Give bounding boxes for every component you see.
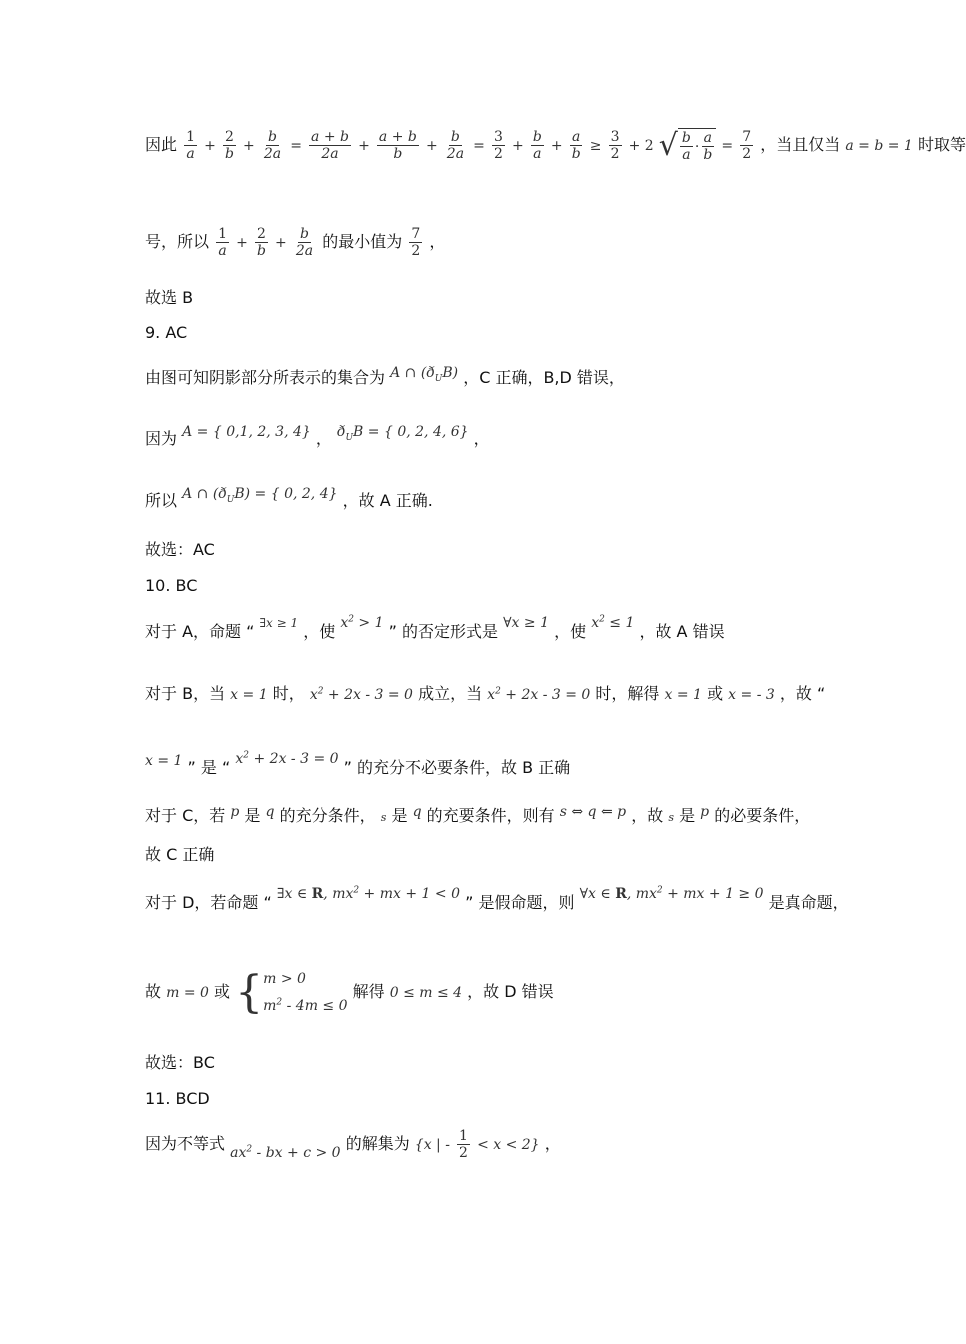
plus: + <box>425 138 438 155</box>
fraction: $\frac{1}{a}$ <box>218 226 228 260</box>
text: 的充分条件， <box>279 806 376 825</box>
plus: + <box>204 138 216 155</box>
text: 成立，当 <box>418 684 483 703</box>
math: m = 0 <box>166 985 209 1002</box>
text: ，C 正确，B,D 错误， <box>463 368 625 387</box>
fraction: $\frac{3}{2}$ <box>610 129 620 163</box>
text: 时，解得 <box>595 684 660 703</box>
text: ，故 A 错误 <box>639 622 725 641</box>
text: 所以 <box>145 491 178 510</box>
s10-title: 10. BC <box>145 576 198 595</box>
plus: + <box>275 235 287 252</box>
fraction: $\frac{7}{2}$ <box>411 226 421 260</box>
s10-option-d-cont <box>145 966 554 1019</box>
text: ，故 A 正确. <box>342 491 433 510</box>
fraction: $\frac{3}{2}$ <box>493 129 503 163</box>
fraction: $\frac{b}{2a}$ <box>295 226 314 260</box>
s8-inequality-line <box>145 128 966 163</box>
system-brace: { m > 0 $m^2 - 4m \le 0$ <box>235 966 348 1018</box>
text: ， <box>315 429 332 448</box>
text: ” 是 “ <box>187 758 231 777</box>
fraction: $\frac{a}{b}$ <box>571 129 581 163</box>
s9-title: 9. AC <box>145 323 188 342</box>
text: 对于 C，若 <box>145 806 226 825</box>
math: ∀x ≥ 1 <box>503 615 549 631</box>
equals: = <box>473 138 485 155</box>
text: ，使 <box>554 622 587 641</box>
math: < x < 2} <box>477 1137 540 1154</box>
equals: = <box>290 138 302 155</box>
plus: + <box>511 138 524 155</box>
text: 的解集为 <box>345 1134 410 1154</box>
text: 时， <box>272 684 305 703</box>
fraction: $\frac{1}{a}$ <box>186 129 196 163</box>
equals: = <box>721 138 734 155</box>
text: ，故 D 错误 <box>467 982 554 1002</box>
s9-line3 <box>145 486 433 514</box>
text: 号，所以 <box>145 232 210 252</box>
text: 解得 <box>352 982 385 1002</box>
math: s <box>380 811 387 824</box>
math: p <box>700 804 710 820</box>
s10-option-d <box>145 885 849 914</box>
text: 是真命题， <box>768 893 849 912</box>
text: ，使 <box>303 622 336 641</box>
math: a = b = 1 <box>845 138 913 155</box>
fraction: $\frac{b}{2a}$ <box>446 129 465 163</box>
fraction: $\frac{b}{2a}$ <box>263 129 282 163</box>
text: 由图可知阴影部分所表示的集合为 <box>145 368 386 387</box>
text: 因为不等式 <box>145 1134 226 1154</box>
text: 因此 <box>145 135 178 155</box>
s9-line1 <box>145 365 625 391</box>
text: ” 的充分不必要条件，故 B 正确 <box>343 758 571 777</box>
math: x = 1 <box>664 687 702 703</box>
text: 是 <box>391 806 408 825</box>
text: ， <box>544 1134 561 1154</box>
text: ，当且仅当 <box>760 135 841 155</box>
math: $ð_UB$ = { 0, 2, 4, 6} <box>337 424 469 443</box>
text: 是 <box>679 806 696 825</box>
fraction: $\frac{2}{b}$ <box>256 226 266 260</box>
fraction: $\frac{a + b}{b}$ <box>378 129 417 163</box>
ge-sign: ≥ <box>589 138 602 155</box>
math: ∃x ∈ R, $mx^2$ + mx + 1 < 0 <box>276 885 460 902</box>
text: 对于 D，若命题 “ <box>145 893 272 912</box>
plus: + <box>236 235 248 252</box>
text: 故 <box>145 982 162 1002</box>
s8-minimum-line <box>145 226 445 259</box>
text: 或 <box>707 684 724 703</box>
text: ， <box>429 232 446 252</box>
math: $x^2 > 1$ <box>340 614 384 631</box>
s10-option-c <box>145 806 810 827</box>
math: A ∩ $(ð_UB)$ <box>390 365 459 384</box>
fraction: $\frac{1}{2}$ <box>459 1128 468 1162</box>
s10-option-a <box>145 614 725 643</box>
text: ” 的否定形式是 <box>388 622 498 641</box>
text: 的最小值为 <box>322 232 403 252</box>
text: 是 <box>244 806 261 825</box>
plus: + <box>243 138 255 155</box>
math: q <box>265 804 275 820</box>
s10-option-c-cont: 故 C 正确 <box>145 845 215 864</box>
text: 的必要条件， <box>714 806 811 825</box>
fraction: $\frac{7}{2}$ <box>742 129 752 163</box>
text: ，故 “ <box>779 684 826 703</box>
math: s <box>668 811 674 824</box>
math: 0 ≤ m ≤ 4 <box>389 985 463 1002</box>
s8-answer: 故选 B <box>145 288 194 307</box>
text: ” 是假命题，则 <box>465 893 575 912</box>
plus: + <box>550 138 563 155</box>
s10-answer: 故选：BC <box>145 1053 215 1072</box>
fraction: $\frac{2}{b}$ <box>224 129 234 163</box>
square-root: √ $\frac{b}{a}$ · $\frac{a}{b}$ <box>659 128 717 163</box>
math: $x^2 + 2x - 3 = 0$ <box>235 750 339 767</box>
math: x = - 3 <box>728 687 775 703</box>
fraction: $\frac{b}{a}$ <box>532 129 542 163</box>
text: 对于 A，命题 “ <box>145 622 255 641</box>
text: 因为 <box>145 429 178 448</box>
math: $ax^2$ - bx + c > 0 <box>230 1144 341 1162</box>
s9-answer: 故选：AC <box>145 540 215 559</box>
math: A = { 0,1, 2, 3, 4} <box>182 424 311 440</box>
math: ∃x ≥ 1 <box>259 616 299 630</box>
text: 对于 B，当 <box>145 684 226 703</box>
math: x = 1 <box>230 687 268 703</box>
plus-two: + 2 <box>628 138 654 155</box>
fraction: $\frac{a + b}{2a}$ <box>311 129 349 163</box>
text: ，故 <box>631 806 664 825</box>
math: q <box>412 804 422 820</box>
plus: + <box>358 138 370 155</box>
math: $x^2 \le 1$ <box>591 614 635 631</box>
text: ， <box>473 429 490 448</box>
math: $x^2 + 2x - 3 = 0$ <box>487 686 591 703</box>
math: $x^2 + 2x - 3 = 0$ <box>309 686 413 703</box>
math: {x | - <box>414 1137 450 1154</box>
s9-line2 <box>145 424 490 452</box>
s10-option-b <box>145 684 825 705</box>
text: 或 <box>214 982 231 1002</box>
s10-option-b-cont <box>145 750 571 779</box>
math: x = 1 <box>145 753 183 769</box>
s11-line1 <box>145 1128 561 1161</box>
s11-title: 11. BCD <box>145 1089 210 1108</box>
math: ∀x ∈ R, $mx^2$ + mx + 1 ≥ 0 <box>579 885 764 902</box>
text: 的充要条件，则有 <box>426 806 555 825</box>
math: s ⇔ q ⇐ p <box>559 804 627 820</box>
text: 时取等 <box>917 135 966 155</box>
math: A ∩ $(ð_UB)$ = { 0, 2, 4} <box>182 486 338 505</box>
math: p <box>230 804 240 820</box>
